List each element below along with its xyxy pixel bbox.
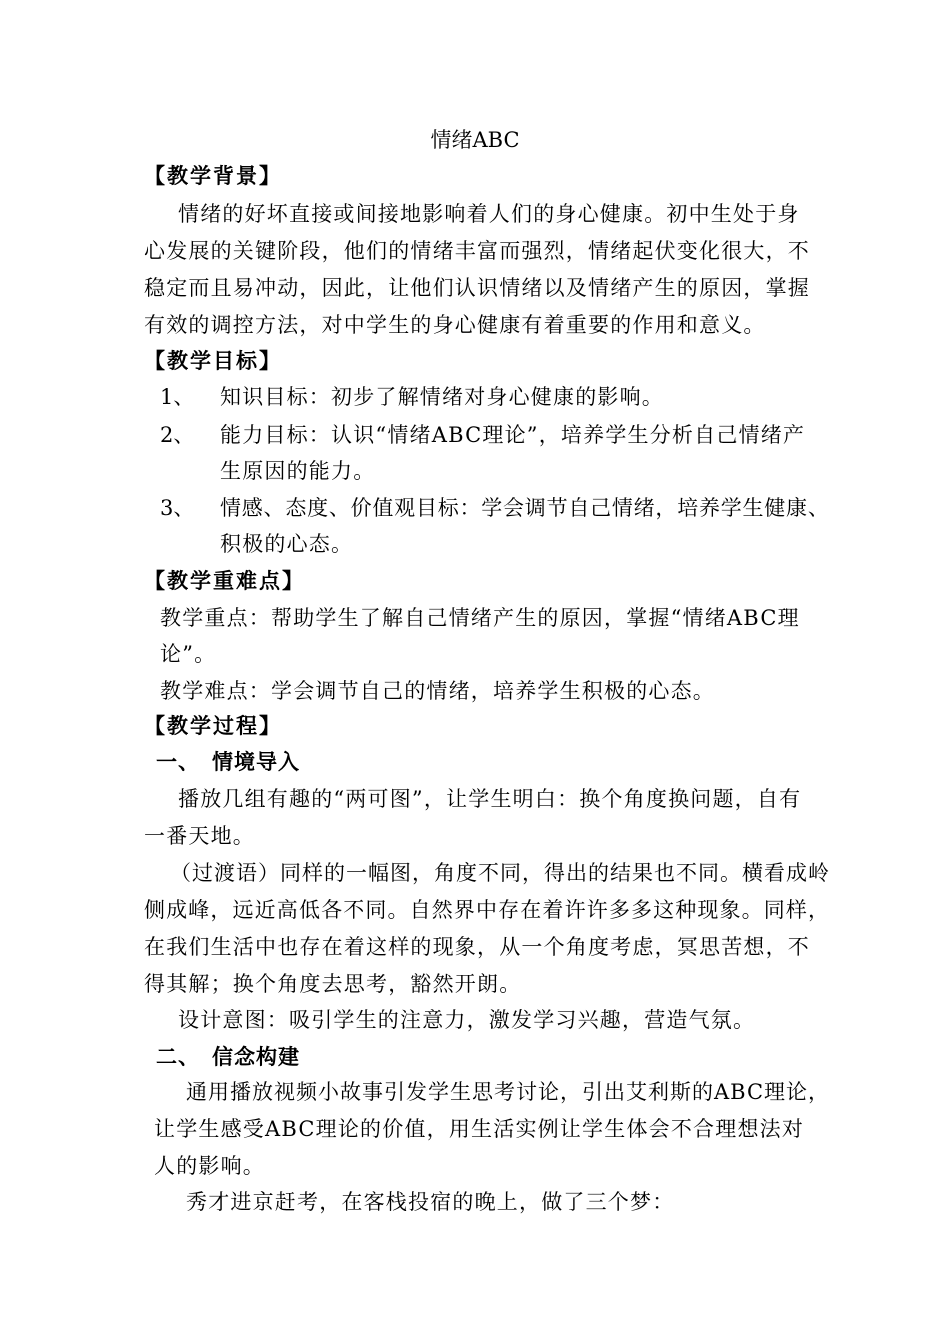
- heading-keypoints: 【教学重难点】: [144, 569, 305, 593]
- part2-title: 信念构建: [212, 1045, 300, 1069]
- part1-number: 一、: [156, 750, 200, 774]
- goal-text: 积极的心态。: [220, 532, 354, 556]
- part1-line: 播放几组有趣的“两可图”，让学生明白：换个角度换问题，自有: [178, 787, 802, 811]
- part1-line: 设计意图：吸引学生的注意力，激发学习兴趣，营造气氛。: [178, 1008, 756, 1032]
- part2-line: 秀才进京赶考，在客栈投宿的晚上，做了三个梦：: [186, 1190, 675, 1214]
- background-line: 心发展的关键阶段，他们的情绪丰富而强烈，情绪起伏变化很大，不: [144, 239, 810, 263]
- background-line: 情绪的好坏直接或间接地影响着人们的身心健康。初中生处于身: [178, 202, 800, 226]
- part2-line: 人的影响。: [154, 1154, 265, 1178]
- part2-line: 通用播放视频小故事引发学生思考讨论，引出艾利斯的ABC理论，: [186, 1080, 831, 1104]
- keypoint-line: 教学重点：帮助学生了解自己情绪产生的原因，掌握“情绪ABC理: [160, 606, 800, 630]
- heading-process: 【教学过程】: [144, 714, 282, 738]
- keypoint-line: 论”。: [160, 642, 217, 666]
- background-line: 稳定而且易冲动，因此，让他们认识情绪以及情绪产生的原因，掌握: [144, 276, 810, 300]
- part1-line: （过渡语）同样的一幅图，角度不同，得出的结果也不同。横看成岭: [170, 861, 830, 885]
- keypoint-line: 教学难点：学会调节自己的情绪，培养学生积极的心态。: [160, 679, 715, 703]
- goal-text: 知识目标：初步了解情绪对身心健康的影响。: [220, 385, 664, 409]
- heading-goals: 【教学目标】: [144, 349, 282, 373]
- goal-text: 能力目标：认识“情绪ABC理论”，培养学生分析自己情绪产: [220, 423, 806, 447]
- goal-text: 情感、态度、价值观目标：学会调节自己情绪，培养学生健康、: [220, 496, 830, 520]
- document-title: 情绪ABC: [430, 128, 520, 152]
- part1-line: 侧成峰，远近高低各不同。自然界中存在着许许多多这种现象。同样，: [144, 898, 831, 922]
- part2-number: 二、: [156, 1045, 200, 1069]
- goal-number: 3、: [160, 496, 195, 520]
- background-line: 有效的调控方法，对中学生的身心健康有着重要的作用和意义。: [144, 313, 766, 337]
- goal-text: 生原因的能力。: [220, 459, 376, 483]
- part1-line: 一番天地。: [144, 824, 255, 848]
- heading-background: 【教学背景】: [144, 164, 282, 188]
- goal-number: 1、: [160, 385, 195, 409]
- part2-line: 让学生感受ABC理论的价值，用生活实例让学生体会不合理想法对: [154, 1117, 805, 1141]
- part1-title: 情境导入: [212, 750, 300, 774]
- part1-line: 在我们生活中也存在着这样的现象，从一个角度考虑，冥思苦想，不: [144, 935, 810, 959]
- goal-number: 2、: [160, 423, 195, 447]
- part1-line: 得其解；换个角度去思考，豁然开朗。: [144, 972, 522, 996]
